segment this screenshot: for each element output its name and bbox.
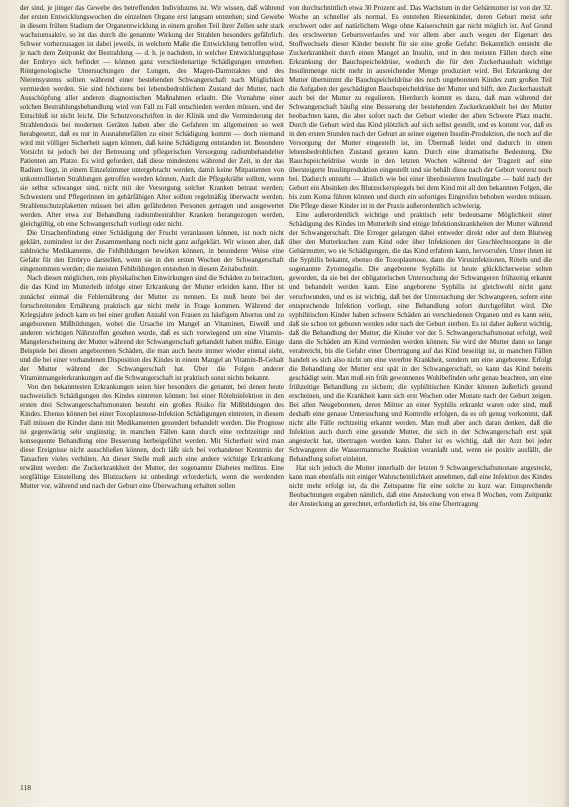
paragraph: Hat sich jedoch die Mutter innerhalb der letzten 9 Schwangerschaftsmonate angesteckt, kann man ebenfalls mit einiger Wahrscheinlichkeit annehmen, daß eine Infektion des Kindes nicht mehr erfolgt ist, da die Zeitspanne für eine solche zu kurz war. Entsprechende Beobachtungen ergaben nämlich, daß eine Ansteckung von etwa 8 Wochen, vom Zeitpunkt der Ansteckung an gerechnet, erforderlich ist, bis eine Übertragung [289,463,552,508]
right-text-column [289,4,552,774]
page-edge-shadow [563,0,569,807]
paragraph: von durchschnittlich etwa 30 Prozent auf. Das Wachstum in der Gebärmutter ist von der 32. Woche an schneller als normal. Es entstehen Riesenkinder, deren Geburt meist sehr erschwert oder auf natürlichem Wege ohne Kaiserschnitt gar nicht möglich ist. Auf Grund des erschwerten Geburtsverlaufes und vor allem aber auch wegen der Eigenart des Stoffwechsels dieser Kinder besteht für sie eine große Gefahr: Bekanntlich entsteht die Zuckerkrankheit durch einen Mangel an Insulin, und in den meisten Fällen durch eine Erkrankung der Bauchspeicheldrüse, wodurch die für den Zuckerhaushalt wichtige Insulinmenge nicht mehr in ausreichender Menge produziert wird. Bei Erkrankung der Mutter übernimmt die Bauchspeicheldrüse des noch ungeborenen Kindes zum großen Teil die Aufgaben der geschädigten Bauchspeicheldrüse der Mutter und hilft, den Zuckerhaushalt auch bei der Mutter zu regulieren. Hierdurch kommt es dazu, daß man während der Schwangerschaft häufig eine Besserung der bestehenden Zuckerkrankheit bei der Mutter beobachten kann, die aber sofort nach der Geburt wieder der alten Schwere Platz macht. Durch die Geburt wird das Kind plötzlich auf sich selbst gestellt, und es kommt vor, daß es in den ersten Stunden nach der Geburt an seiner eigenen Insulin-Produktion, die noch auf die Versorgung der Mutter eingestellt ist, im Übermaß leidet und dadurch in einen lebensbedrohlichen Zustand geraten kann. Durch eine dramatische Bedeutung. Die Bauchspeicheldrüse wurde in den letzten Wochen während der Tragzeit auf eine übersteigerte Insulinproduktion eingestellt und sie behält diese nach der Geburt vorerst noch bei. Dadurch entsteht — ähnlich wie bei einer überdosierten Insulingabe — bald nach der Geburt ein Absinken des Blutzuckerspiegels bei dem Kind mit all den bekannten Folgen, die bis zum Koma führen können und durch ein sofortiges Eingreifen behoben werden müssen. Die Pflege dieser Kinder ist in der Praxis außerordentlich schwierig. [289,4,552,211]
paragraph: Nach diesen möglichen, rein physikalischen Einwirkungen sind die Schäden zu betrachten, die das Kind im Mutterleib infolge einer Erkrankung der Mutter erleiden kann. Hier ist zunächst einmal die Fehlernährung der Mutter zu nennen. Es muß heute bei der fortschreitenden Ernährung praktisch gar nicht mehr in Frage kommen. Während der Kriegsjahre jedoch kam es bei einer großen Anzahl von Frauen zu häufigem Abortus und zu angeborenen Mißbildungen, wobei die Ursache im Mangel an Vitaminen, Eiweiß und anderen wichtigen Nährstoffen gesehen wurde, daß es sich vorwiegend um eine Vitamin-Mangelerscheinung der Mutter während der Schwangerschaft gehandelt haben müßte. Einige Beispiele bei diesen angeborenen Schäden, die man auch heute immer wieder einmal sieht, und die bei einer vorhandenen Disposition des Kindes in einem Mangel an Vitamin-B-Gehalt der Mutter während der Schwangerschaft hat. Über die Folgen anderer Vitaminmangelerkrankungen auf die Schwangerschaft ist praktisch sonst nichts bekannt. [20,274,284,382]
paragraph: Eine außerordentlich wichtige und praktisch sehr bedeutsame Möglichkeit einer Schädigung des Kindes im Mutterleib sind einige Infektionskrankheiten der Mutter während der Schwangerschaft. Die Erreger gelangen dabei entweder direkt oder auf dem Blutweg über den Mutterkuchen zum Kind oder über Infektionen der Geschlechtsorgane in die Gebärmutter, wo sie Schädigungen, die das Kind erfahren kann, hervorrufen. Unter ihnen ist die Syphilis bekannt, ebenso die Toxoplasmose, dann die Virusinfektionen, Röteln und die sogenannte Zytomegalie. Die angeborene Syphilis ist heute glücklicherweise selten geworden, da sie bei der obligatorischen Untersuchung der Schwangeren frühzeitig erkannt und behandelt werden kann. Eine angeborene Syphilis ist gleichwohl nicht ganz verschwunden, und es ist wichtig, daß bei der Untersuchung der Schwangeren, sofern eine entsprechende Infektion vorliegt, eine Behandlung sofort durchgeführt wird. Die syphilitischen Kinder haben schwere Schäden an verschiedenen Organen und es kann sein, daß sie schon tot geboren werden oder nach der Geburt sterben. Es ist daher äußerst wichtig, daß die Behandlung der Mutter, die Kinder vor der 5. Schwangerschaftsmonat erfolgt, weil dann die Schäden am Kind vermieden werden können. Sie wird der Mutter dann so lange verabreicht, bis die Gefahr einer Übertragung auf das Kind beseitigt ist, in manchen Fällen handelt es sich also nicht um eine vererbte Krankheit, sondern um eine angeborene. Erfolgt die Behandlung der Mutter erst spät in der Schwangerschaft, so kann das Kind bereits geschädigt sein. Man muß ein früh gewonnenes Wohlbefinden sehr genau beachten, um eine frühzeitige Behandlung zu sichern; die syphilitischen Kinder können äußerlich gesund erscheinen, und die Krankheit kann sich erst Wochen oder Monate nach der Geburt zeigen. Bei allen Neugeborenen, deren Mütter an einer Syphilis erkrankt waren oder sind, muß deshalb eine genaue Untersuchung und Kontrolle erfolgen, da es oft genug vorkommt, daß nicht alle Fälle rechtzeitig erkannt werden. Man muß aber auch daran denken, daß die Infektion auch durch eine gesunde Mutter, die sich in der Schwangerschaft erst spät angesteckt hat, übertragen werden kann. Daher ist es wichtig, daß der Arzt bei jeder Schwangeren die Wassermannsche Reaktion veranlaßt und, wenn sie positiv ausfällt, die Behandlung sofort einleitet. [289,211,552,463]
paragraph: Von den bekanntesten Erkrankungen seien hier besonders die genannt, bei denen heute nachweislich Schädigungen des Kindes eintreten können: bei einer Rötelninfektion in den ersten drei Schwangerschaftsmonaten besteht ein großes Risiko für Mißbildungen des Kindes. Ebenso können bei einer Toxoplasmose-Infektion Schädigungen eintreten, in diesem Fall müssen die Kinder dann mit Medikamenten gesondert behandelt werden. Die Prognose ist gegenwärtig sehr ungünstig; in manchen Fällen kann durch eine rechtzeitige und konsequente Behandlung eine Besserung herbeigeführt werden. Mit Sicherheit wird man diese Ereignisse nicht ausschließen können, doch läßt sich bei vorhandener Kenntnis der Tatsachen vieles verhüten. An dieser Stelle muß auch eine andere wichtige Erkrankung erwähnt werden: die Zuckerkrankheit der Mutter, der sogenannte Diabetes mellitus. Eine sorgfältige Einstellung des Blutzuckers ist unbedingt erforderlich, wenn die werdenden Mutter vor, während und nach der Geburt eine Überwachung erhalten sollen [20,382,284,490]
left-text-column [20,4,284,774]
paragraph: Die Ursachenfindung einer Schädigung der Frucht veranlassen können, ist noch nicht geklärt, zumindest ist der Zusammenhang noch nicht ganz aufgeklärt. Wir wissen aber, daß zahlreiche Medikamente, die Fehlbildungen bewirken können, in besonderer Weise eine Gefahr für den Embryo darstellen, wenn sie in den ersten Wochen der Schwangerschaft eingenommen werden; die meisten Fehlbildungen entstehen in diesem Zeitabschnitt. [20,229,284,274]
page-number: 118 [20,783,31,792]
paragraph: der sind, je jünger das Gewebe des betreffenden Individuums ist. Wir wissen, daß während der ersten Entwicklungswochen die einzelnen Organe erst langsam entstehen; sind Gewebe in diesem frühen Stadium der Organentwicklung in einem großen Teil ihrer Zellen sehr stark wachstumsaktiv, so ist das durch die genannte Wirkung der Strahlen besonders gefährlich. Schwer vorherzusagen ist dabei jeweils, in welchem Maße die Entwicklung betroffen wird, je nach dem Zeitpunkt der Bestrahlung — d. h. je nachdem, in welcher Entwicklungsphase der Embryo sich befindet — können ganz verschiedenartige Schädigungen entstehen. Röntgenologische Untersuchungen der Lungen, des Magen-Darmtraktes und des Nierensystems sollten während einer bestehenden Schwangerschaft nach Möglichkeit vermieden werden. Sie sind höchstens bei lebensbedrohlichem Zustand der Mutter, nach Ausschöpfung aller anderen diagnostischen Maßnahmen erlaubt. Die Vornahme einer solchen Bestrahlungsbehandlung wird von Fall zu Fall entschieden werden müssen, und der Entschluß ist nicht leicht. Die Schutzvorschriften in der Klinik und die Verminderung der Strahlendosis bei modernen Geräten haben aber die Gefahren im allgemeinen so weit herabgesetzt, daß es nur in Ausnahmefällen zu einer Schädigung kommt — doch niemand wird mit völliger Sicherheit sagen können, daß keine Schädigung entstanden ist. Besondere Vorsicht ist jedoch bei der Betreuung und pflegerischen Versorgung radiumbehandelter Patienten am Platze. Es wird gefordert, daß diese mindestens während der Zeit, in der das Radium liegt, in einem Einzelzimmer untergebracht werden, damit keine Mitpatienten von unkontrollierten Strahlungen getroffen werden können. Auch die Pflegekräfte sollten, wenn sie selbst schwanger sind, nicht mit der Versorgung solcher Kranken betraut werden; Schwestern und Pflegerinnen im gebärfähigen Alter sollten regelmäßig überwacht werden. Strahlenschutzplaketten müssen bei allen gefährdeten Personen getragen und ausgewertet werden. Alter etwa zur Behandlung radiumbestrahlter Kranken herangezogen werden, gleichgültig, ob eine Schwangerschaft vorliegt oder nicht. [20,4,284,229]
